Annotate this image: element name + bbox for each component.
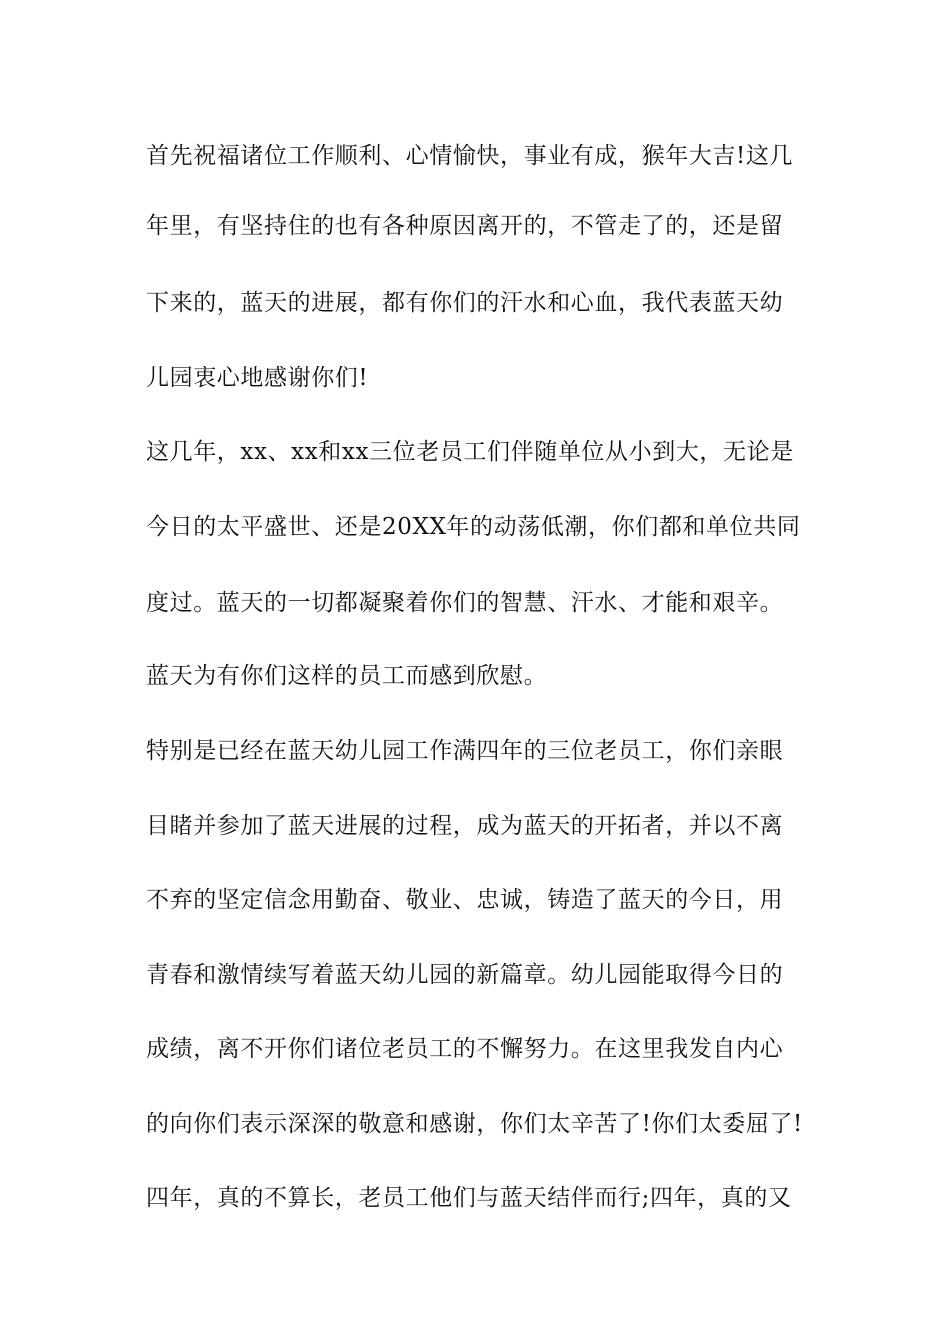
text-line: 不弃的坚定信念用勤奋、敬业、忠诚，铸造了蓝天的今日，用 bbox=[146, 887, 784, 913]
text-line: 青春和激情续写着蓝天幼儿园的新篇章。幼儿园能取得今日的 bbox=[146, 962, 784, 988]
text-line: 首先祝福诸位工作顺利、心情愉快，事业有成，猴年大吉!这几 bbox=[146, 143, 794, 169]
text-line: 蓝天为有你们这样的员工而感到欣慰。 bbox=[146, 663, 548, 689]
text-line: 下来的，蓝天的进展，都有你们的汗水和心血，我代表蓝天幼 bbox=[146, 290, 784, 316]
text-line: 这几年，xx、xx和xx三位老员工们伴随单位从小到大，无论是 bbox=[146, 439, 794, 465]
text-line: 度过。蓝天的一切都凝聚着你们的智慧、汗水、才能和艰辛。 bbox=[146, 590, 784, 616]
text-line: 四年，真的不算长，老员工他们与蓝天结伴而行;四年，真的又 bbox=[146, 1185, 792, 1211]
text-line: 今日的太平盛世、还是20XX年的动荡低潮，你们都和单位共同 bbox=[146, 514, 801, 540]
text-line: 目睹并参加了蓝天进展的过程，成为蓝天的开拓者，并以不离 bbox=[146, 813, 784, 839]
text-line: 特别是已经在蓝天幼儿园工作满四年的三位老员工，你们亲眼 bbox=[146, 738, 784, 764]
text-line: 年里，有坚持住的也有各种原因离开的，不管走了的，还是留 bbox=[146, 213, 784, 239]
text-line: 的向你们表示深深的敬意和感谢，你们太辛苦了!你们太委屈了! bbox=[146, 1111, 803, 1137]
text-line: 成绩，离不开你们诸位老员工的不懈努力。在这里我发自内心 bbox=[146, 1036, 784, 1062]
text-line: 儿园衷心地感谢你们! bbox=[146, 365, 369, 391]
